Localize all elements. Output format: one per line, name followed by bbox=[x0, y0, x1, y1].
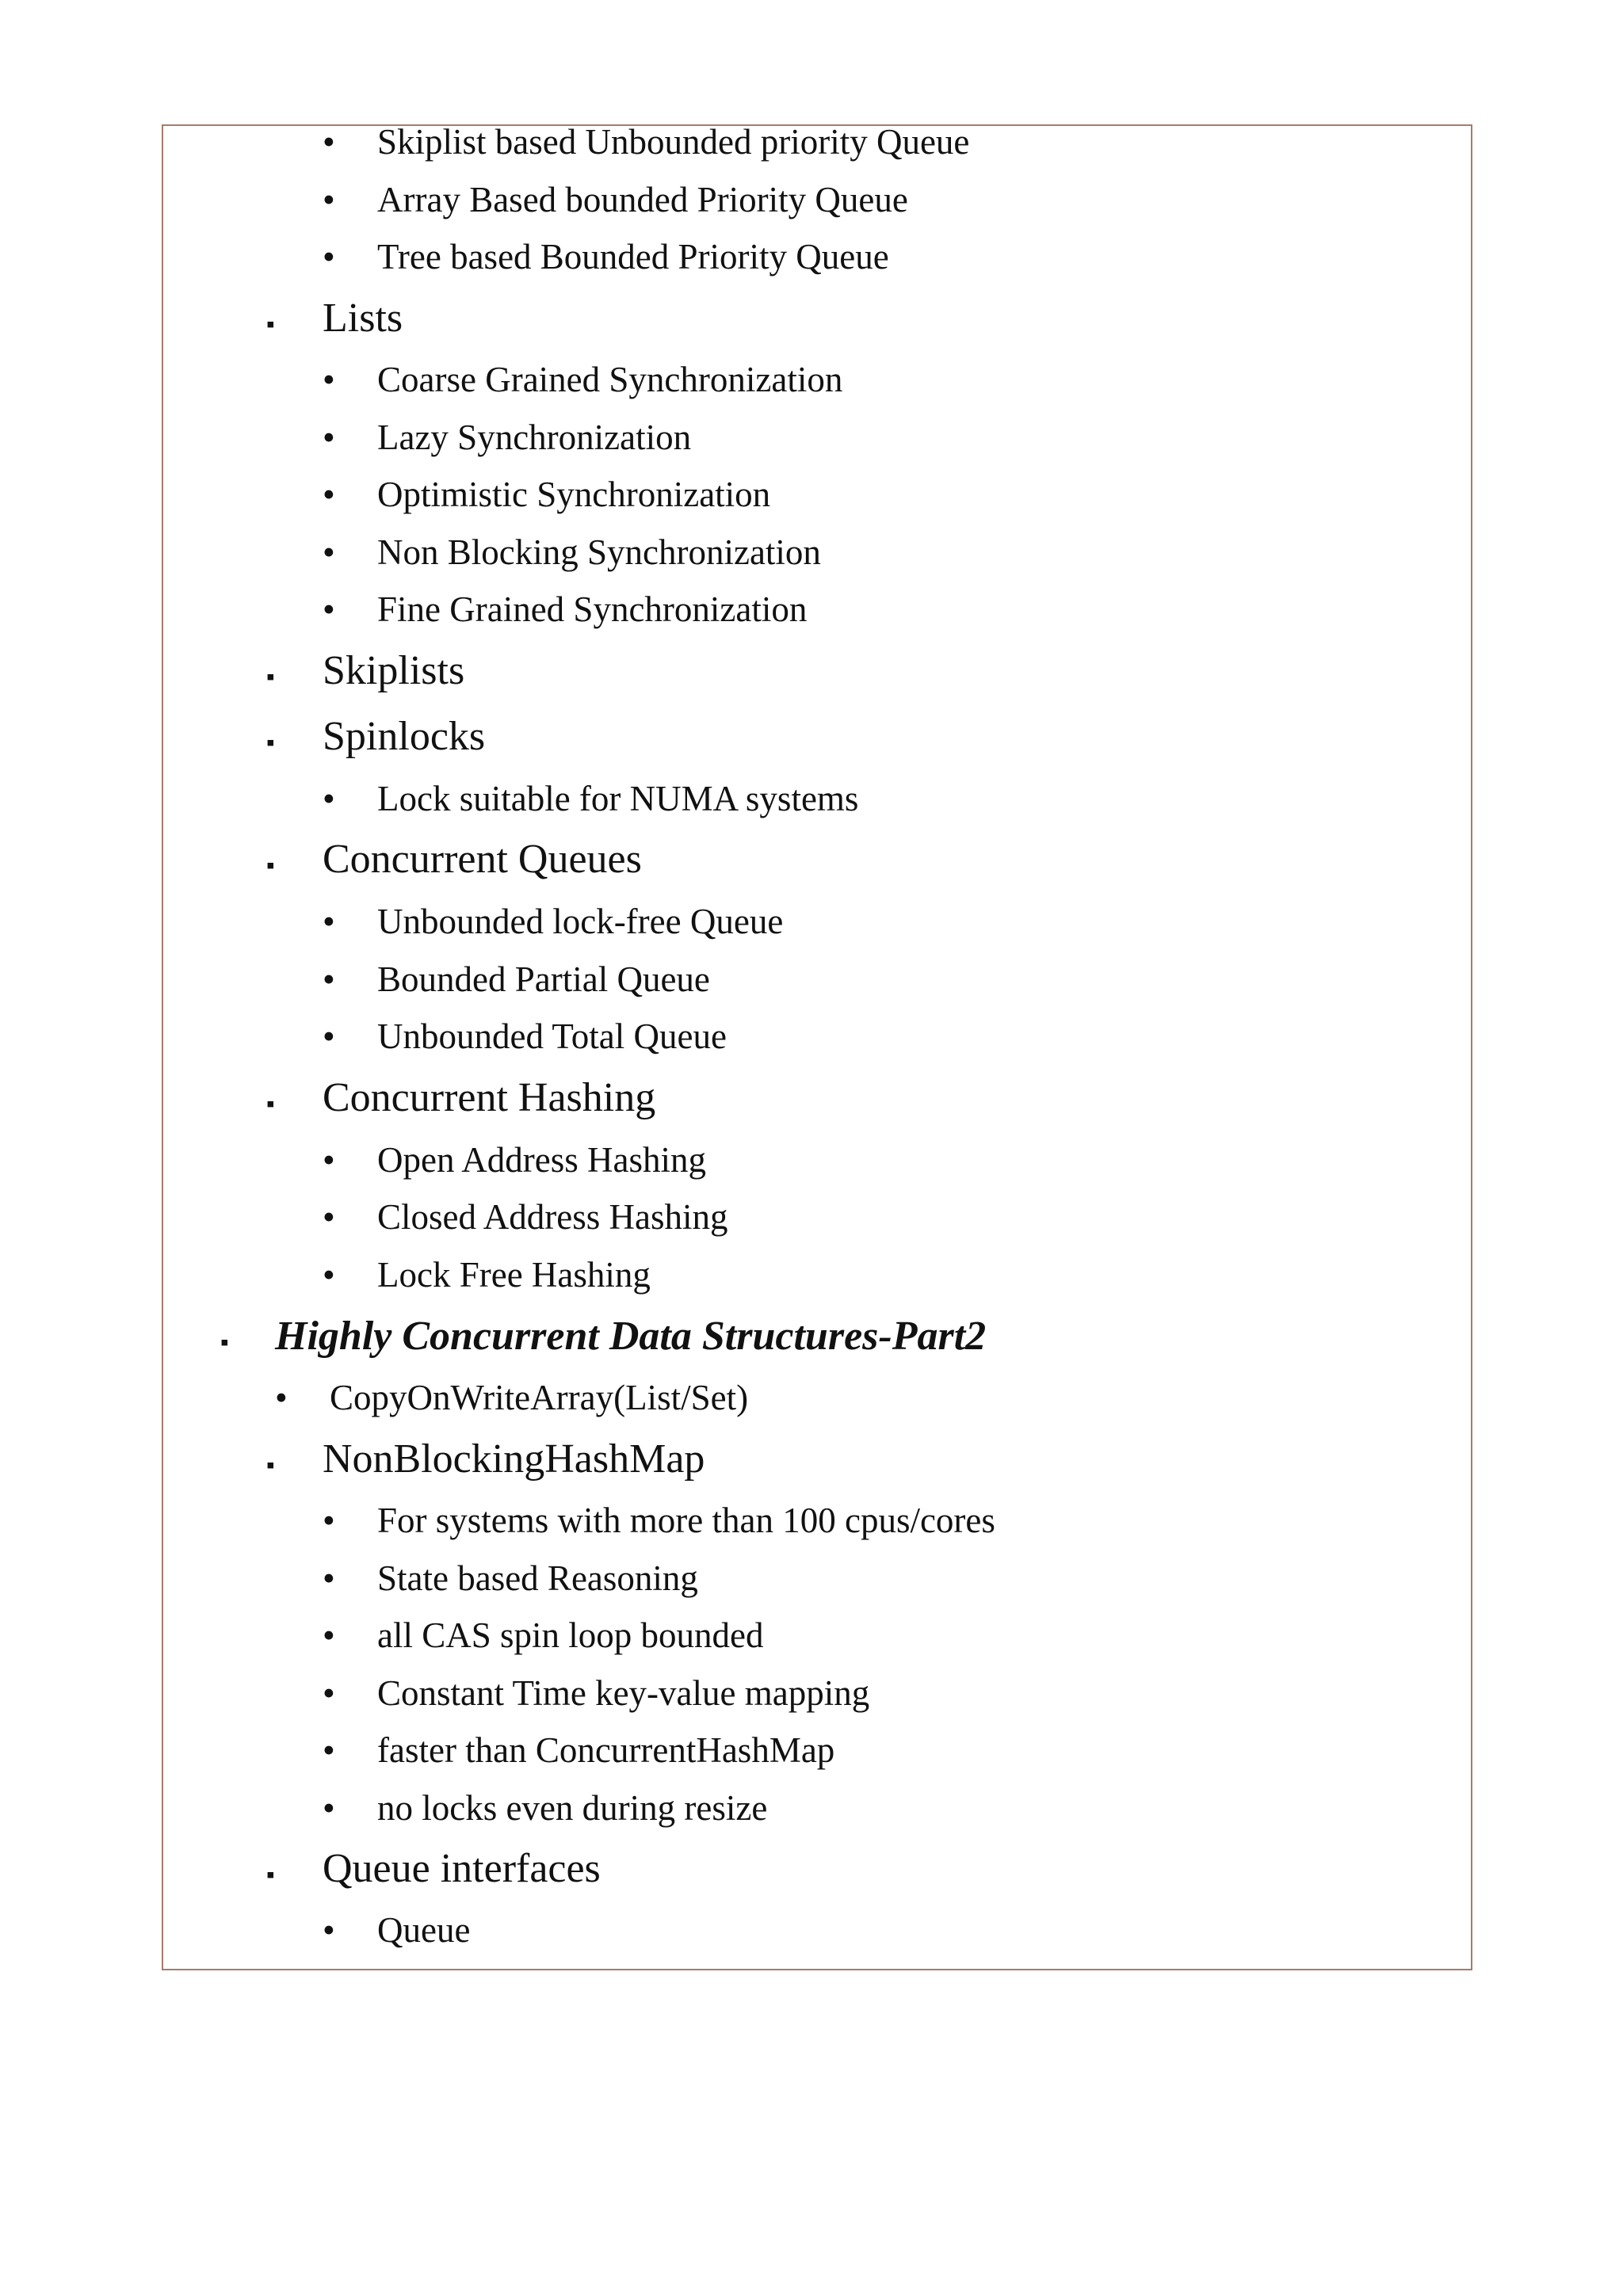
bullet-icon: • bbox=[323, 1501, 335, 1540]
square-bullet-icon: ▪ bbox=[266, 1091, 275, 1117]
list-item-text: no locks even during resize bbox=[377, 1788, 768, 1828]
section-item-text: Concurrent Queues bbox=[323, 837, 642, 882]
bullet-icon: • bbox=[323, 1140, 335, 1180]
list-item-text: Open Address Hashing bbox=[377, 1140, 706, 1180]
list-item-text: all CAS spin loop bounded bbox=[377, 1615, 764, 1655]
bullet-icon: • bbox=[323, 418, 335, 457]
list-item-text: Tree based Bounded Priority Queue bbox=[377, 237, 889, 277]
list-item-text: Lock suitable for NUMA systems bbox=[377, 779, 859, 818]
bullet-icon: • bbox=[323, 1016, 335, 1056]
square-bullet-icon: ▪ bbox=[266, 664, 275, 690]
list-item-text: Array Based bounded Priority Queue bbox=[377, 180, 908, 219]
bullet-icon: • bbox=[323, 475, 335, 514]
bullet-icon: • bbox=[323, 959, 335, 999]
square-bullet-icon: ▪ bbox=[220, 1329, 229, 1356]
bullet-icon: • bbox=[323, 180, 335, 219]
list-item-text: Queue bbox=[377, 1910, 471, 1950]
square-bullet-icon: ▪ bbox=[266, 1862, 275, 1888]
bullet-icon: • bbox=[275, 1378, 288, 1417]
list-item-text: For systems with more than 100 cpus/cores bbox=[377, 1501, 995, 1540]
section-item-text: Concurrent Hashing bbox=[323, 1075, 656, 1120]
bullet-icon: • bbox=[323, 1910, 335, 1950]
section-item-text: Skiplists bbox=[323, 648, 465, 693]
section-item-text: Queue interfaces bbox=[323, 1846, 601, 1891]
list-item-text: Lock Free Hashing bbox=[377, 1255, 651, 1295]
list-item-text: Bounded Partial Queue bbox=[377, 959, 710, 999]
list-item-text: faster than ConcurrentHashMap bbox=[377, 1730, 835, 1770]
bullet-icon: • bbox=[323, 1615, 335, 1655]
list-item-text: Skiplist based Unbounded priority Queue bbox=[377, 122, 970, 162]
list-item-text: Fine Grained Synchronization bbox=[377, 589, 808, 629]
square-bullet-icon: ▪ bbox=[266, 311, 275, 338]
section-item-text: NonBlockingHashMap bbox=[323, 1436, 705, 1482]
list-item-text: Coarse Grained Synchronization bbox=[377, 360, 843, 399]
section-item-text: Spinlocks bbox=[323, 714, 486, 759]
list-item-text: Unbounded lock-free Queue bbox=[377, 902, 784, 941]
list-item-text: Constant Time key-value mapping bbox=[377, 1673, 870, 1713]
list-item-text: CopyOnWriteArray(List/Set) bbox=[330, 1378, 749, 1417]
bullet-icon: • bbox=[323, 122, 335, 162]
bullet-icon: • bbox=[323, 1197, 335, 1237]
heading-text: Highly Concurrent Data Structures-Part2 bbox=[275, 1314, 987, 1359]
list-item-text: Unbounded Total Queue bbox=[377, 1016, 727, 1056]
list-item-text: State based Reasoning bbox=[377, 1558, 698, 1598]
square-bullet-icon: ▪ bbox=[266, 1452, 275, 1478]
list-item-text: Lazy Synchronization bbox=[377, 418, 692, 457]
bullet-icon: • bbox=[323, 1730, 335, 1770]
bullet-icon: • bbox=[323, 1673, 335, 1713]
bullet-icon: • bbox=[323, 902, 335, 941]
bullet-icon: • bbox=[323, 589, 335, 629]
square-bullet-icon: ▪ bbox=[266, 852, 275, 879]
list-item-text: Closed Address Hashing bbox=[377, 1197, 728, 1237]
bullet-icon: • bbox=[323, 237, 335, 277]
bullet-icon: • bbox=[323, 779, 335, 818]
section-item-text: Lists bbox=[323, 296, 403, 341]
list-item-text: Optimistic Synchronization bbox=[377, 475, 771, 514]
square-bullet-icon: ▪ bbox=[266, 730, 275, 756]
bullet-icon: • bbox=[323, 1558, 335, 1598]
list-item-text: Non Blocking Synchronization bbox=[377, 532, 821, 572]
bullet-icon: • bbox=[323, 360, 335, 399]
bullet-icon: • bbox=[323, 1255, 335, 1295]
bullet-icon: • bbox=[323, 532, 335, 572]
bullet-icon: • bbox=[323, 1788, 335, 1828]
